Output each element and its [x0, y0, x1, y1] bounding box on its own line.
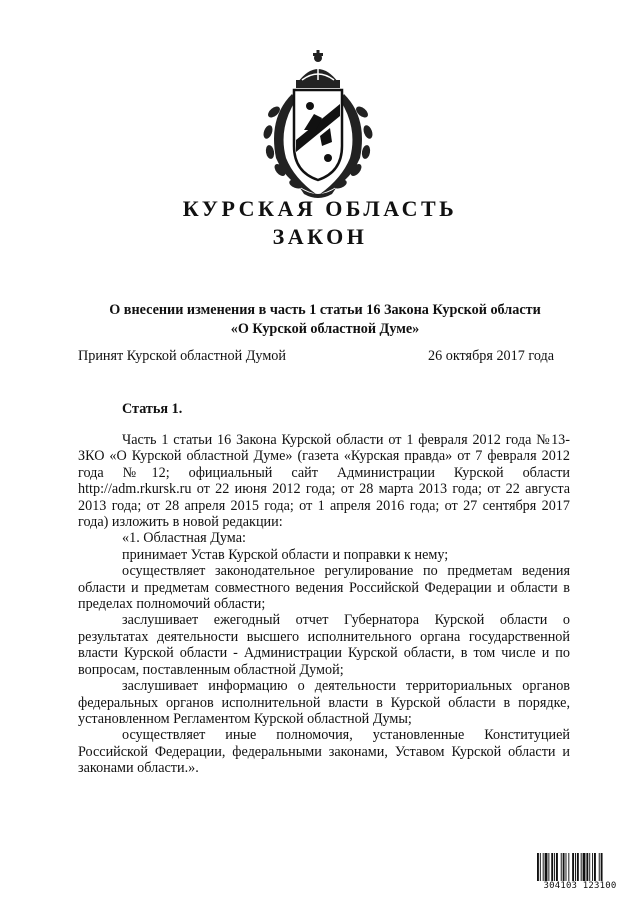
article-paragraph: осуществляет иные полномочия, установленные Конституцией Российской Федерации, федеральными законами, Уставом Курской области и законами области.». [78, 727, 570, 777]
article-body [78, 432, 570, 777]
adoption-statement: Принят Курской областной Думой [78, 348, 286, 364]
barcode-bars [537, 853, 623, 883]
crown-icon [296, 50, 340, 88]
law-title [60, 301, 590, 339]
article-paragraph: заслушивает ежегодный отчет Губернатора Курской области о результатах деятельности высшего исполнительного органа государственной власти Курской области - Администрации Курской области, в том числе и по вопросам, поставленным областной Думой; [78, 612, 570, 678]
barcode-number: 304103 123100 [537, 881, 623, 891]
article-paragraph: «1. Областная Дума: [122, 530, 246, 547]
article-paragraph: Часть 1 статьи 16 Закона Курской области от 1 февраля 2012 года №13-ЗКО «О Курской областной Думе» (газета «Курская правда» от 7 февраля 2012 года №12; официальный сайт Администрации Курской области http://adm.rkursk.ru от 22 июня 2012 года; от 28 марта 2013 года; от 22 августа 2013 года; от 28 апреля 2015 года; от 1 апреля 2016 года; от 27 сентября 2017 года) изложить в новой редакции: [78, 432, 570, 531]
document-type-heading: ЗАКОН [272, 224, 368, 249]
law-title-line: О внесении изменения в часть 1 статьи 16 Закона Курской области [109, 302, 541, 318]
article-paragraph: принимает Устав Курской области и поправки к нему; [122, 546, 449, 563]
barcode [537, 853, 623, 895]
article-paragraph: осуществляет законодательное регулирование по предметам ведения области и предметам совместного ведения Российской Федерации и области в пределах полномочий области; [78, 563, 570, 613]
coat-of-arms-icon [258, 48, 378, 200]
article-paragraph: заслушивает информацию о деятельности территориальных органов федеральных органов исполнительной власти в Курской области в порядке, установленном Регламентом Курской областной Думы; [78, 678, 570, 727]
shield-icon [294, 90, 342, 180]
law-title-line: «О Курской областной Думе» [230, 321, 420, 337]
region-heading: КУРСКАЯ ОБЛАСТЬ [182, 196, 458, 221]
article-heading: Статья 1. [122, 401, 183, 417]
adoption-date: 26 октября 2017 года [428, 348, 555, 364]
